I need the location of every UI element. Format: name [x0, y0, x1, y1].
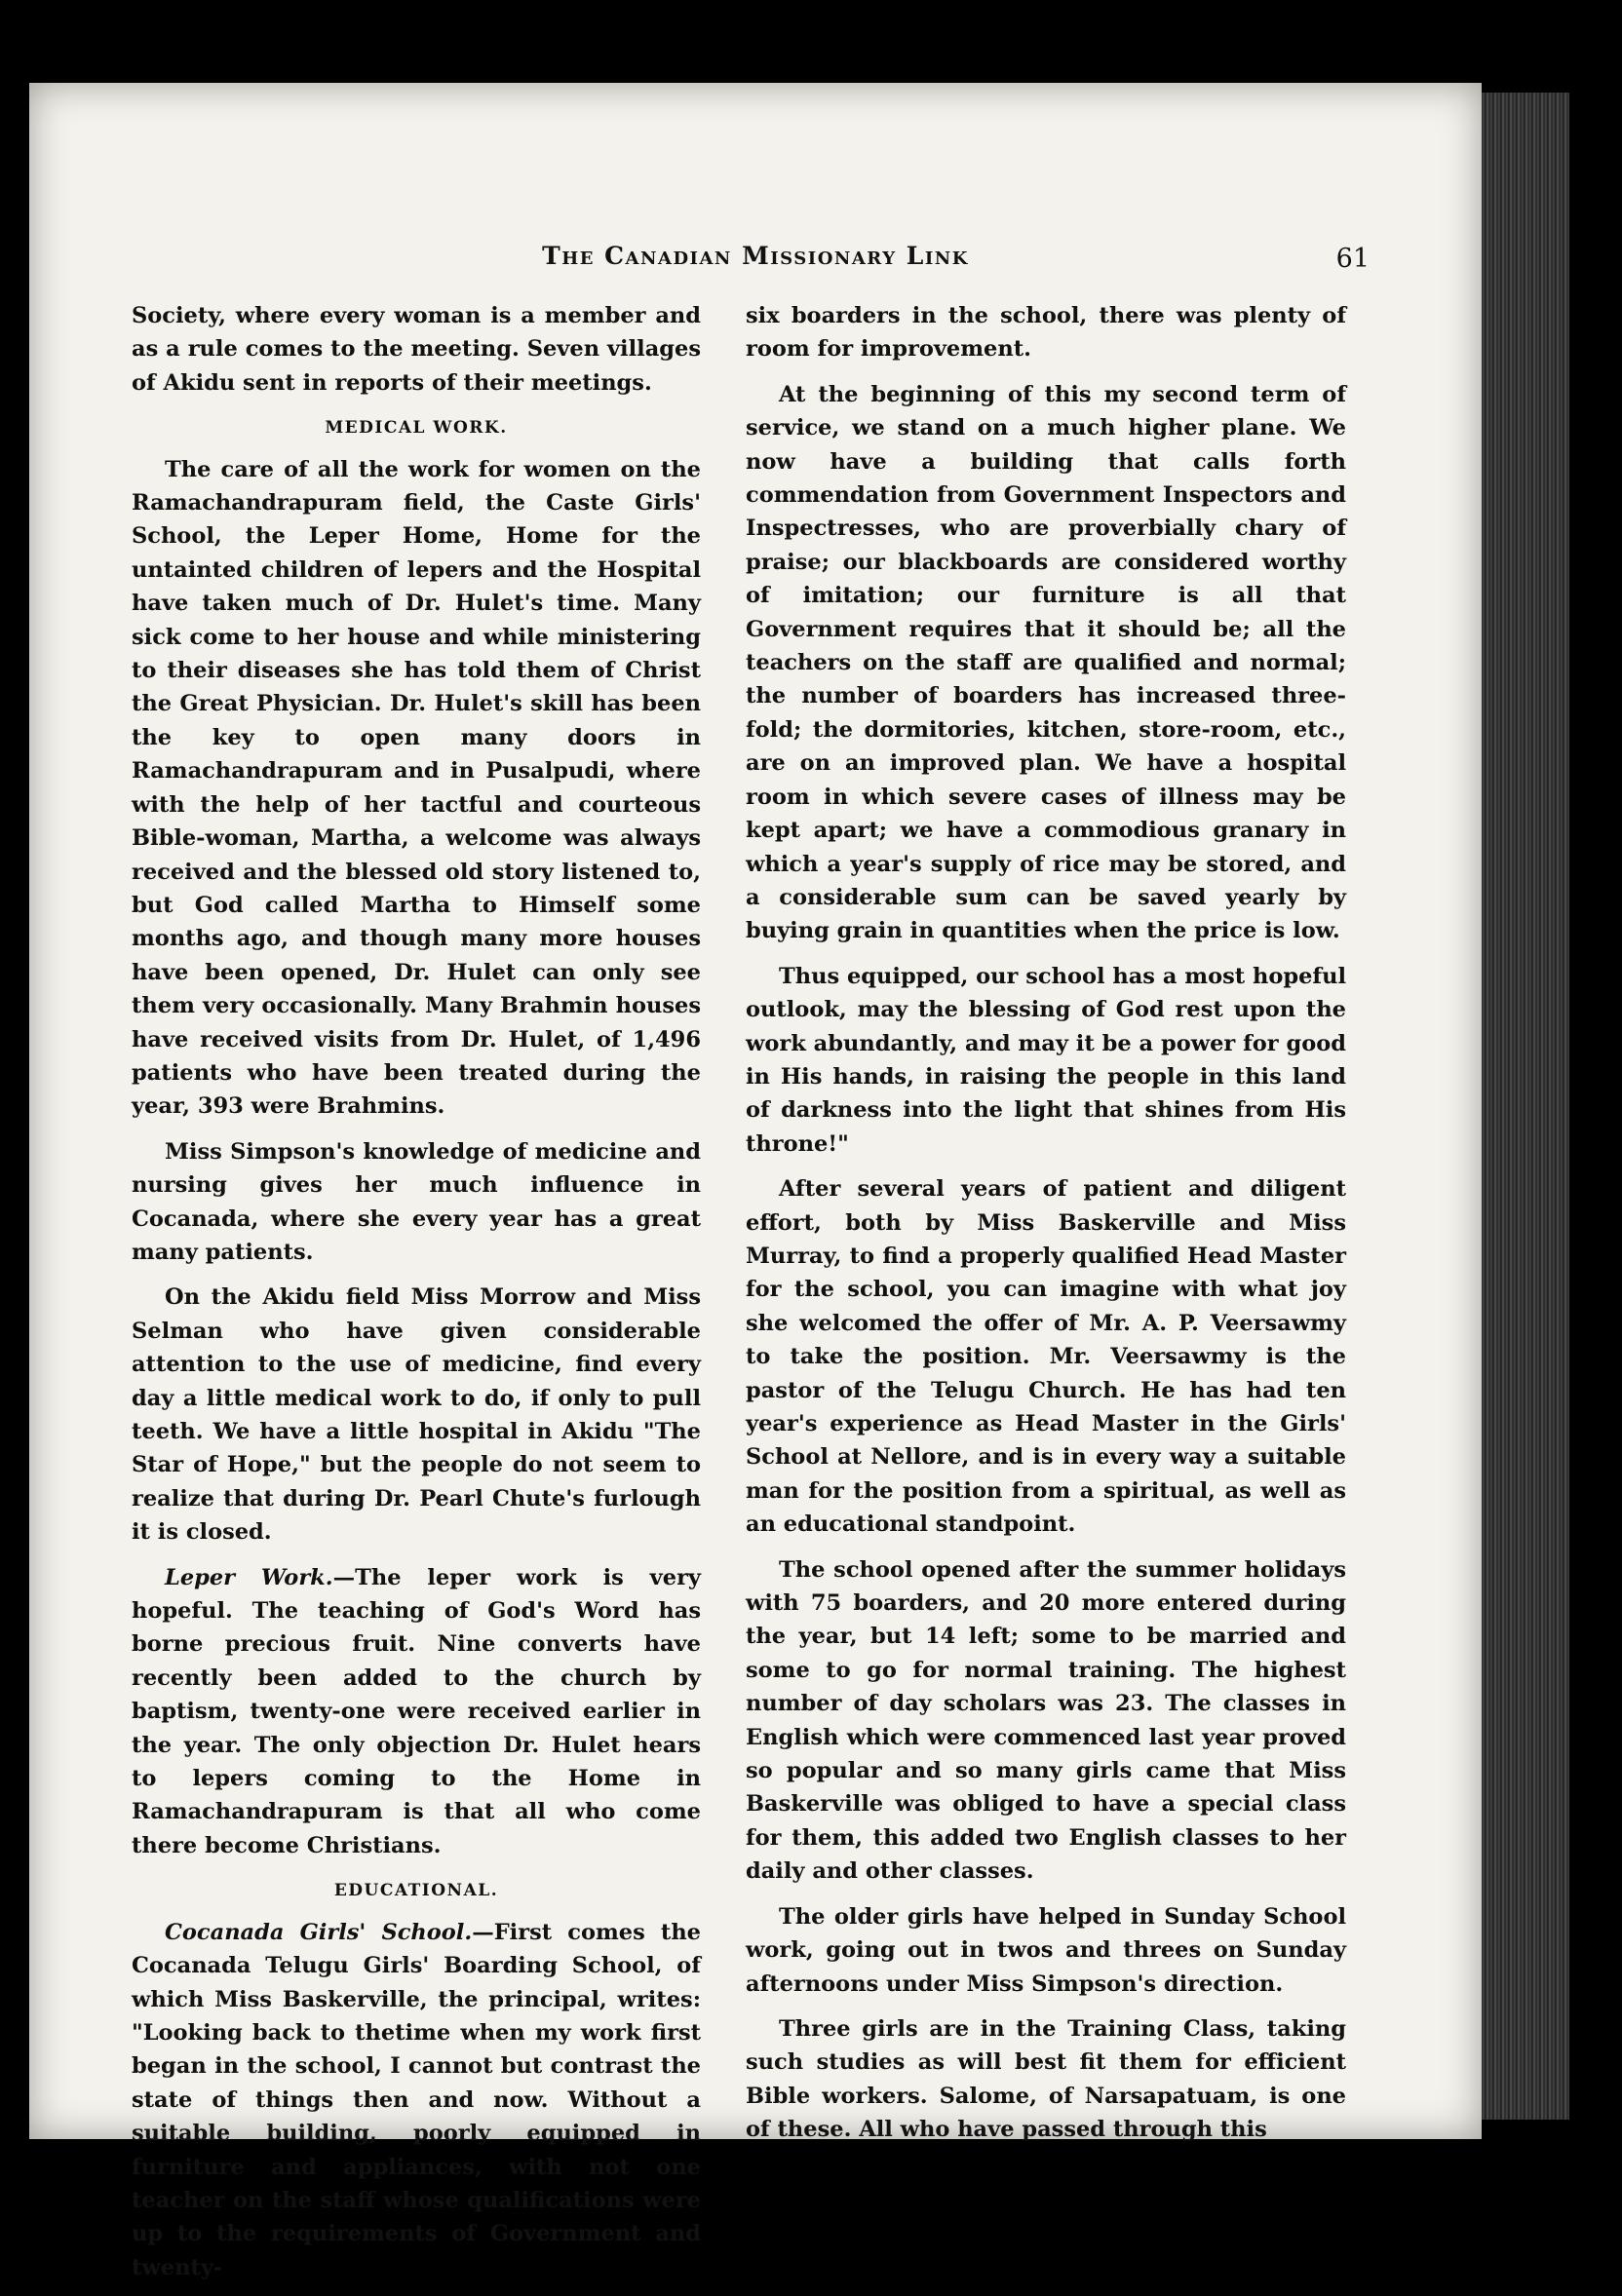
paragraph: On the Akidu field Miss Morrow and Miss Selman who have given considerable attention to the use of medicine, find every day a little medical work to do, if only to pull teeth. We have a little hospital in Akidu "The Star of Hope," but the people do not seem to realize that during Dr. Pearl Chute's furlough it is closed.: [132, 1284, 701, 1546]
run-in-title: Leper Work.: [165, 1564, 333, 1590]
paragraph: Three girls are in the Training Class, taking such studies as will best fit them for efficient Bible workers. Salome, of Narsapatuam, is one of these. All who have passed through this: [746, 2015, 1346, 2143]
paragraph: Thus equipped, our school has a most hopeful outlook, may the blessing of God rest upon the work abundantly, and may it be a power for good in His hands, in raising the people in this land of darkness into the light that shines from His throne!": [746, 963, 1346, 1157]
paragraph: The care of all the work for women on the Ramachandrapuram field, the Caste Girls' School, the Leper Home, Home for the untainted children of lepers and the Hospital have taken much of Dr. Hulet's time. Many sick come to her house and while ministering to their diseases she has told them of Christ the Great Physician. Dr. Hulet's skill has been the key to open many doors in Ramachandrapuram and in Pusalpudi, where with the help of her tactful and courteous Bible-woman, Martha, a welcome was always received and the blessed old story listened to, but God called Martha to Himself some months ago, and though many more houses have been opened, Dr. Hulet can only see them very occasionally. Many Brahmin houses have received visits from Dr. Hulet, of 1,496 patients who have been treated during the year, 393 were Brahmins.: [132, 456, 701, 1120]
paragraph: Society, where every woman is a member and as a rule comes to the meeting. Seven villages of Akidu sent in reports of their meetings.: [132, 303, 701, 396]
page-header: [29, 242, 1482, 281]
section-heading-educational: EDUCATIONAL.: [333, 1881, 499, 1901]
paragraph: The older girls have helped in Sunday School work, going out in twos and threes on Sunday afternoons under Miss Simpson's direction.: [746, 1903, 1346, 1997]
running-title: The Canadian Missionary Link: [542, 242, 969, 270]
paragraph: After several years of patient and diligent effort, both by Miss Baskerville and Miss Murray, to find a properly qualified Head Master for the school, you can imagine with what joy she welcomed the offer of Mr. A. P. Veersawmy to take the position. Mr. Veersawmy is the pastor of the Telugu Church. He has had ten year's experience as Head Master in the Girls' School at Nellore, and is in every way a suitable man for the position from a spiritual, as well as an educational standpoint.: [746, 1176, 1346, 1538]
paragraph-body: —The leper work is very hopeful. The teaching of God's Word has borne precious fruit. Nine converts have recently been added to the church by baptism, twenty-one were received earlier in the year. The only objection Dr. Hulet hears to lepers coming to the Home in Ramachandrapuram is that all who come there become Christians.: [132, 1564, 702, 1858]
paragraph-cocanada-school: [132, 1916, 701, 2284]
page-number: 61: [1335, 244, 1370, 274]
left-column: [132, 299, 701, 2296]
paragraph-leper-work: [132, 1561, 701, 1863]
paragraph: At the beginning of this my second term of service, we stand on a much higher plane. We now have a building that calls forth commendation from Government Inspectors and Inspectresses, who are proverbially chary of praise; our blackboards are considered worthy of imitation; our furniture is all that Government requires that it should be; all the teachers on the staff are qualified and normal; the number of boarders has increased three-fold; the dormitories, kitchen, store-room, etc., are on an improved plan. We have a hospital room in which severe cases of illness may be kept apart; we have a commodious granary in which a year's supply of rice may be stored, and a considerable sum can be saved yearly by buying grain in quantities when the price is low.: [746, 381, 1346, 944]
section-heading-medical: MEDICAL WORK.: [325, 418, 508, 439]
page: [29, 83, 1482, 2280]
paragraph: The school opened after the summer holidays with 75 boarders, and 20 more entered during the year, but 14 left; some to be married and some to go for normal training. The highest number of day scholars was 23. The classes in English which were commenced last year proved so popular and so many girls came that Miss Baskerville was obliged to have a special class for them, this added two English classes to her daily and other classes.: [746, 1556, 1346, 1885]
run-in-title: Cocanada Girls' School.: [165, 1919, 473, 1945]
book-page-edges: [1482, 93, 1569, 2120]
paragraph: Miss Simpson's knowledge of medicine and nursing gives her much influence in Cocanada, where she every year has a great many patients.: [132, 1138, 701, 1265]
right-column: [746, 299, 1346, 2159]
paragraph: six boarders in the school, there was plenty of room for improvement.: [746, 303, 1346, 363]
book-gutter-shadow: [0, 0, 29, 2199]
paragraph-body: —First comes the Cocanada Telugu Girls' Boarding School, of which Miss Baskerville, the principal, writes: "Looking back to thetime when my work first began in the school, I cannot but contrast the state of things then and now. Without a suitable building, poorly equipped in furniture and appliances, with not one teacher on the staff whose qualifications were up to the requirements of Government and twenty-: [132, 1919, 701, 2280]
